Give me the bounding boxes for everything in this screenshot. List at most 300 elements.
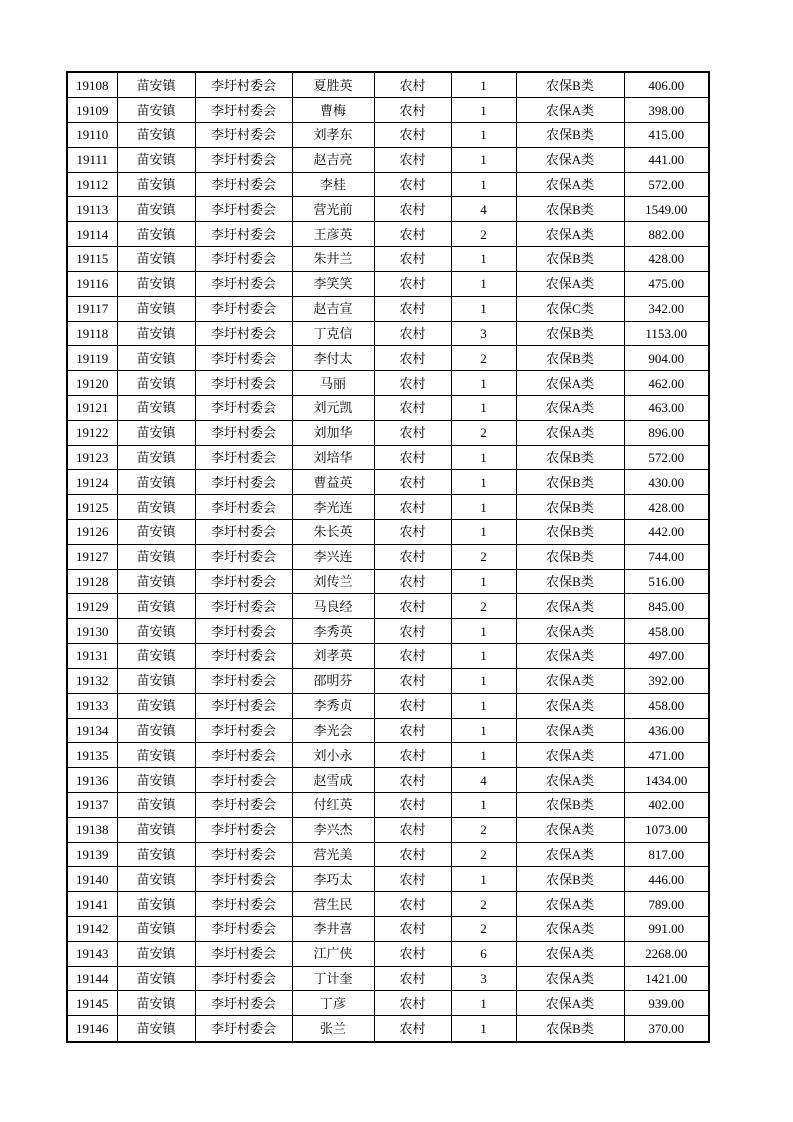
cell-amount: 463.00 bbox=[624, 395, 709, 420]
cell-town: 苗安镇 bbox=[117, 842, 195, 867]
cell-town: 苗安镇 bbox=[117, 966, 195, 991]
cell-person-count: 1 bbox=[451, 718, 516, 743]
cell-village-committee: 李圩村委会 bbox=[195, 247, 292, 272]
cell-residence-type: 农村 bbox=[374, 594, 451, 619]
cell-serial-number: 19117 bbox=[67, 296, 117, 321]
cell-residence-type: 农村 bbox=[374, 147, 451, 172]
cell-serial-number: 19122 bbox=[67, 420, 117, 445]
table-row bbox=[67, 197, 709, 222]
cell-residence-type: 农村 bbox=[374, 917, 451, 942]
cell-amount: 430.00 bbox=[624, 470, 709, 495]
cell-person-count: 4 bbox=[451, 197, 516, 222]
cell-insurance-category: 农保B类 bbox=[516, 445, 624, 470]
cell-person-count: 2 bbox=[451, 346, 516, 371]
cell-serial-number: 19128 bbox=[67, 569, 117, 594]
cell-residence-type: 农村 bbox=[374, 271, 451, 296]
cell-insurance-category: 农保B类 bbox=[516, 867, 624, 892]
cell-person-name: 马良经 bbox=[292, 594, 374, 619]
cell-person-name: 李秀英 bbox=[292, 619, 374, 644]
cell-insurance-category: 农保A类 bbox=[516, 222, 624, 247]
table-row bbox=[67, 172, 709, 197]
cell-residence-type: 农村 bbox=[374, 420, 451, 445]
table-row bbox=[67, 892, 709, 917]
cell-town: 苗安镇 bbox=[117, 222, 195, 247]
cell-serial-number: 19108 bbox=[67, 72, 117, 98]
cell-village-committee: 李圩村委会 bbox=[195, 668, 292, 693]
cell-serial-number: 19125 bbox=[67, 495, 117, 520]
cell-town: 苗安镇 bbox=[117, 296, 195, 321]
cell-village-committee: 李圩村委会 bbox=[195, 147, 292, 172]
cell-town: 苗安镇 bbox=[117, 247, 195, 272]
cell-village-committee: 李圩村委会 bbox=[195, 520, 292, 545]
cell-person-count: 1 bbox=[451, 470, 516, 495]
cell-person-count: 1 bbox=[451, 743, 516, 768]
cell-person-count: 2 bbox=[451, 892, 516, 917]
table-row bbox=[67, 520, 709, 545]
table-row bbox=[67, 222, 709, 247]
cell-person-count: 1 bbox=[451, 520, 516, 545]
cell-serial-number: 19126 bbox=[67, 520, 117, 545]
cell-village-committee: 李圩村委会 bbox=[195, 792, 292, 817]
cell-person-name: 张兰 bbox=[292, 1016, 374, 1042]
cell-person-name: 邵明芬 bbox=[292, 668, 374, 693]
cell-residence-type: 农村 bbox=[374, 346, 451, 371]
cell-insurance-category: 农保A类 bbox=[516, 917, 624, 942]
table-row bbox=[67, 569, 709, 594]
cell-town: 苗安镇 bbox=[117, 817, 195, 842]
cell-serial-number: 19115 bbox=[67, 247, 117, 272]
cell-person-count: 1 bbox=[451, 693, 516, 718]
cell-insurance-category: 农保A类 bbox=[516, 743, 624, 768]
cell-residence-type: 农村 bbox=[374, 495, 451, 520]
cell-town: 苗安镇 bbox=[117, 271, 195, 296]
cell-serial-number: 19143 bbox=[67, 941, 117, 966]
cell-residence-type: 农村 bbox=[374, 569, 451, 594]
cell-town: 苗安镇 bbox=[117, 867, 195, 892]
cell-insurance-category: 农保A类 bbox=[516, 966, 624, 991]
cell-town: 苗安镇 bbox=[117, 98, 195, 123]
cell-serial-number: 19118 bbox=[67, 321, 117, 346]
table-row bbox=[67, 619, 709, 644]
cell-insurance-category: 农保A类 bbox=[516, 668, 624, 693]
cell-residence-type: 农村 bbox=[374, 718, 451, 743]
cell-town: 苗安镇 bbox=[117, 321, 195, 346]
cell-serial-number: 19144 bbox=[67, 966, 117, 991]
cell-village-committee: 李圩村委会 bbox=[195, 321, 292, 346]
cell-village-committee: 李圩村委会 bbox=[195, 445, 292, 470]
cell-person-name: 马丽 bbox=[292, 371, 374, 396]
cell-town: 苗安镇 bbox=[117, 420, 195, 445]
table-row bbox=[67, 768, 709, 793]
cell-person-count: 1 bbox=[451, 98, 516, 123]
cell-person-count: 1 bbox=[451, 644, 516, 669]
cell-person-name: 曹梅 bbox=[292, 98, 374, 123]
table-row bbox=[67, 941, 709, 966]
cell-person-count: 3 bbox=[451, 321, 516, 346]
cell-insurance-category: 农保B类 bbox=[516, 72, 624, 98]
cell-serial-number: 19121 bbox=[67, 395, 117, 420]
cell-serial-number: 19127 bbox=[67, 544, 117, 569]
cell-person-count: 1 bbox=[451, 371, 516, 396]
cell-amount: 817.00 bbox=[624, 842, 709, 867]
cell-person-name: 李光连 bbox=[292, 495, 374, 520]
cell-amount: 392.00 bbox=[624, 668, 709, 693]
cell-amount: 441.00 bbox=[624, 147, 709, 172]
cell-residence-type: 农村 bbox=[374, 991, 451, 1016]
cell-village-committee: 李圩村委会 bbox=[195, 892, 292, 917]
table-row bbox=[67, 644, 709, 669]
cell-person-count: 2 bbox=[451, 917, 516, 942]
cell-person-name: 营生民 bbox=[292, 892, 374, 917]
cell-serial-number: 19135 bbox=[67, 743, 117, 768]
cell-person-name: 刘传兰 bbox=[292, 569, 374, 594]
table-row bbox=[67, 123, 709, 148]
table-row bbox=[67, 495, 709, 520]
cell-town: 苗安镇 bbox=[117, 792, 195, 817]
cell-town: 苗安镇 bbox=[117, 445, 195, 470]
table-row bbox=[67, 917, 709, 942]
cell-town: 苗安镇 bbox=[117, 619, 195, 644]
cell-amount: 446.00 bbox=[624, 867, 709, 892]
cell-person-name: 赵吉亮 bbox=[292, 147, 374, 172]
cell-amount: 370.00 bbox=[624, 1016, 709, 1042]
table-row bbox=[67, 371, 709, 396]
cell-town: 苗安镇 bbox=[117, 941, 195, 966]
cell-insurance-category: 农保C类 bbox=[516, 296, 624, 321]
cell-amount: 744.00 bbox=[624, 544, 709, 569]
cell-village-committee: 李圩村委会 bbox=[195, 768, 292, 793]
cell-amount: 882.00 bbox=[624, 222, 709, 247]
cell-residence-type: 农村 bbox=[374, 247, 451, 272]
table-row bbox=[67, 321, 709, 346]
cell-person-count: 1 bbox=[451, 495, 516, 520]
cell-person-name: 李井喜 bbox=[292, 917, 374, 942]
cell-residence-type: 农村 bbox=[374, 693, 451, 718]
cell-residence-type: 农村 bbox=[374, 544, 451, 569]
table-row bbox=[67, 296, 709, 321]
cell-village-committee: 李圩村委会 bbox=[195, 544, 292, 569]
table-row bbox=[67, 817, 709, 842]
cell-village-committee: 李圩村委会 bbox=[195, 966, 292, 991]
cell-insurance-category: 农保A类 bbox=[516, 98, 624, 123]
cell-person-count: 2 bbox=[451, 594, 516, 619]
cell-amount: 1421.00 bbox=[624, 966, 709, 991]
cell-amount: 896.00 bbox=[624, 420, 709, 445]
table-row bbox=[67, 991, 709, 1016]
cell-town: 苗安镇 bbox=[117, 644, 195, 669]
cell-person-name: 刘孝东 bbox=[292, 123, 374, 148]
cell-insurance-category: 农保A类 bbox=[516, 147, 624, 172]
cell-person-count: 6 bbox=[451, 941, 516, 966]
cell-town: 苗安镇 bbox=[117, 123, 195, 148]
cell-serial-number: 19109 bbox=[67, 98, 117, 123]
cell-insurance-category: 农保A类 bbox=[516, 172, 624, 197]
cell-residence-type: 农村 bbox=[374, 470, 451, 495]
cell-town: 苗安镇 bbox=[117, 147, 195, 172]
cell-village-committee: 李圩村委会 bbox=[195, 470, 292, 495]
cell-amount: 991.00 bbox=[624, 917, 709, 942]
cell-village-committee: 李圩村委会 bbox=[195, 817, 292, 842]
cell-residence-type: 农村 bbox=[374, 321, 451, 346]
cell-person-name: 李桂 bbox=[292, 172, 374, 197]
cell-amount: 458.00 bbox=[624, 619, 709, 644]
cell-insurance-category: 农保A类 bbox=[516, 941, 624, 966]
cell-town: 苗安镇 bbox=[117, 991, 195, 1016]
cell-serial-number: 19114 bbox=[67, 222, 117, 247]
cell-serial-number: 19134 bbox=[67, 718, 117, 743]
cell-village-committee: 李圩村委会 bbox=[195, 420, 292, 445]
cell-village-committee: 李圩村委会 bbox=[195, 594, 292, 619]
cell-village-committee: 李圩村委会 bbox=[195, 346, 292, 371]
cell-residence-type: 农村 bbox=[374, 371, 451, 396]
cell-residence-type: 农村 bbox=[374, 768, 451, 793]
cell-amount: 2268.00 bbox=[624, 941, 709, 966]
cell-insurance-category: 农保A类 bbox=[516, 420, 624, 445]
cell-serial-number: 19140 bbox=[67, 867, 117, 892]
cell-person-name: 李付太 bbox=[292, 346, 374, 371]
cell-village-committee: 李圩村委会 bbox=[195, 917, 292, 942]
cell-person-count: 1 bbox=[451, 296, 516, 321]
cell-residence-type: 农村 bbox=[374, 867, 451, 892]
cell-village-committee: 李圩村委会 bbox=[195, 371, 292, 396]
cell-residence-type: 农村 bbox=[374, 98, 451, 123]
cell-insurance-category: 农保A类 bbox=[516, 842, 624, 867]
cell-residence-type: 农村 bbox=[374, 222, 451, 247]
cell-town: 苗安镇 bbox=[117, 718, 195, 743]
cell-residence-type: 农村 bbox=[374, 445, 451, 470]
cell-amount: 497.00 bbox=[624, 644, 709, 669]
cell-insurance-category: 农保B类 bbox=[516, 247, 624, 272]
table-row bbox=[67, 395, 709, 420]
table-row bbox=[67, 693, 709, 718]
cell-person-count: 1 bbox=[451, 792, 516, 817]
table-row bbox=[67, 470, 709, 495]
cell-serial-number: 19141 bbox=[67, 892, 117, 917]
cell-amount: 471.00 bbox=[624, 743, 709, 768]
cell-village-committee: 李圩村委会 bbox=[195, 941, 292, 966]
cell-town: 苗安镇 bbox=[117, 371, 195, 396]
cell-person-count: 1 bbox=[451, 1016, 516, 1042]
cell-serial-number: 19123 bbox=[67, 445, 117, 470]
cell-person-name: 丁彦 bbox=[292, 991, 374, 1016]
cell-person-count: 1 bbox=[451, 147, 516, 172]
cell-insurance-category: 农保B类 bbox=[516, 569, 624, 594]
cell-insurance-category: 农保B类 bbox=[516, 495, 624, 520]
cell-person-name: 刘元凯 bbox=[292, 395, 374, 420]
cell-village-committee: 李圩村委会 bbox=[195, 222, 292, 247]
cell-village-committee: 李圩村委会 bbox=[195, 296, 292, 321]
table-row bbox=[67, 72, 709, 98]
cell-insurance-category: 农保A类 bbox=[516, 693, 624, 718]
cell-town: 苗安镇 bbox=[117, 495, 195, 520]
cell-person-name: 刘培华 bbox=[292, 445, 374, 470]
cell-serial-number: 19138 bbox=[67, 817, 117, 842]
cell-insurance-category: 农保B类 bbox=[516, 197, 624, 222]
cell-serial-number: 19146 bbox=[67, 1016, 117, 1042]
cell-insurance-category: 农保B类 bbox=[516, 123, 624, 148]
cell-insurance-category: 农保A类 bbox=[516, 768, 624, 793]
cell-amount: 428.00 bbox=[624, 247, 709, 272]
cell-person-name: 夏胜英 bbox=[292, 72, 374, 98]
cell-residence-type: 农村 bbox=[374, 817, 451, 842]
cell-person-name: 江广侠 bbox=[292, 941, 374, 966]
cell-person-count: 2 bbox=[451, 817, 516, 842]
table-row bbox=[67, 271, 709, 296]
cell-village-committee: 李圩村委会 bbox=[195, 1016, 292, 1042]
cell-serial-number: 19111 bbox=[67, 147, 117, 172]
cell-serial-number: 19132 bbox=[67, 668, 117, 693]
cell-person-name: 李光会 bbox=[292, 718, 374, 743]
cell-person-count: 1 bbox=[451, 172, 516, 197]
cell-amount: 406.00 bbox=[624, 72, 709, 98]
cell-residence-type: 农村 bbox=[374, 892, 451, 917]
cell-insurance-category: 农保B类 bbox=[516, 520, 624, 545]
cell-residence-type: 农村 bbox=[374, 1016, 451, 1042]
cell-residence-type: 农村 bbox=[374, 966, 451, 991]
cell-insurance-category: 农保A类 bbox=[516, 271, 624, 296]
cell-village-committee: 李圩村委会 bbox=[195, 197, 292, 222]
cell-town: 苗安镇 bbox=[117, 520, 195, 545]
cell-amount: 1434.00 bbox=[624, 768, 709, 793]
cell-serial-number: 19119 bbox=[67, 346, 117, 371]
cell-person-name: 李巧太 bbox=[292, 867, 374, 892]
cell-insurance-category: 农保A类 bbox=[516, 644, 624, 669]
table-row bbox=[67, 445, 709, 470]
cell-residence-type: 农村 bbox=[374, 123, 451, 148]
cell-amount: 789.00 bbox=[624, 892, 709, 917]
cell-serial-number: 19139 bbox=[67, 842, 117, 867]
cell-village-committee: 李圩村委会 bbox=[195, 644, 292, 669]
cell-serial-number: 19145 bbox=[67, 991, 117, 1016]
cell-insurance-category: 农保A类 bbox=[516, 594, 624, 619]
cell-person-name: 李兴连 bbox=[292, 544, 374, 569]
cell-person-count: 2 bbox=[451, 222, 516, 247]
table-row bbox=[67, 98, 709, 123]
cell-serial-number: 19136 bbox=[67, 768, 117, 793]
cell-town: 苗安镇 bbox=[117, 594, 195, 619]
cell-residence-type: 农村 bbox=[374, 520, 451, 545]
cell-serial-number: 19131 bbox=[67, 644, 117, 669]
cell-person-count: 1 bbox=[451, 668, 516, 693]
cell-person-count: 1 bbox=[451, 569, 516, 594]
cell-amount: 436.00 bbox=[624, 718, 709, 743]
cell-person-count: 2 bbox=[451, 544, 516, 569]
table-row bbox=[67, 867, 709, 892]
cell-insurance-category: 农保A类 bbox=[516, 395, 624, 420]
cell-residence-type: 农村 bbox=[374, 842, 451, 867]
cell-amount: 475.00 bbox=[624, 271, 709, 296]
cell-amount: 845.00 bbox=[624, 594, 709, 619]
cell-person-name: 丁克信 bbox=[292, 321, 374, 346]
cell-amount: 1073.00 bbox=[624, 817, 709, 842]
cell-town: 苗安镇 bbox=[117, 395, 195, 420]
cell-town: 苗安镇 bbox=[117, 917, 195, 942]
cell-residence-type: 农村 bbox=[374, 743, 451, 768]
payment-table-body bbox=[67, 72, 709, 1042]
payment-table bbox=[66, 71, 710, 1043]
cell-person-count: 1 bbox=[451, 72, 516, 98]
cell-village-committee: 李圩村委会 bbox=[195, 172, 292, 197]
cell-village-committee: 李圩村委会 bbox=[195, 72, 292, 98]
cell-insurance-category: 农保A类 bbox=[516, 718, 624, 743]
cell-serial-number: 19112 bbox=[67, 172, 117, 197]
cell-town: 苗安镇 bbox=[117, 892, 195, 917]
cell-amount: 1549.00 bbox=[624, 197, 709, 222]
table-row bbox=[67, 594, 709, 619]
table-row bbox=[67, 346, 709, 371]
cell-person-count: 4 bbox=[451, 768, 516, 793]
cell-town: 苗安镇 bbox=[117, 470, 195, 495]
cell-person-count: 1 bbox=[451, 991, 516, 1016]
cell-amount: 402.00 bbox=[624, 792, 709, 817]
cell-amount: 428.00 bbox=[624, 495, 709, 520]
cell-insurance-category: 农保A类 bbox=[516, 619, 624, 644]
cell-amount: 442.00 bbox=[624, 520, 709, 545]
table-row bbox=[67, 743, 709, 768]
cell-town: 苗安镇 bbox=[117, 72, 195, 98]
cell-serial-number: 19124 bbox=[67, 470, 117, 495]
cell-village-committee: 李圩村委会 bbox=[195, 123, 292, 148]
cell-serial-number: 19113 bbox=[67, 197, 117, 222]
cell-amount: 415.00 bbox=[624, 123, 709, 148]
cell-person-count: 2 bbox=[451, 842, 516, 867]
cell-insurance-category: 农保A类 bbox=[516, 892, 624, 917]
table-row bbox=[67, 966, 709, 991]
cell-residence-type: 农村 bbox=[374, 792, 451, 817]
cell-village-committee: 李圩村委会 bbox=[195, 569, 292, 594]
cell-village-committee: 李圩村委会 bbox=[195, 867, 292, 892]
table-row bbox=[67, 1016, 709, 1042]
cell-residence-type: 农村 bbox=[374, 197, 451, 222]
cell-village-committee: 李圩村委会 bbox=[195, 271, 292, 296]
cell-amount: 939.00 bbox=[624, 991, 709, 1016]
cell-village-committee: 李圩村委会 bbox=[195, 842, 292, 867]
cell-serial-number: 19133 bbox=[67, 693, 117, 718]
cell-serial-number: 19116 bbox=[67, 271, 117, 296]
cell-village-committee: 李圩村委会 bbox=[195, 619, 292, 644]
cell-insurance-category: 农保A类 bbox=[516, 817, 624, 842]
cell-residence-type: 农村 bbox=[374, 296, 451, 321]
cell-person-name: 付红英 bbox=[292, 792, 374, 817]
cell-insurance-category: 农保B类 bbox=[516, 1016, 624, 1042]
cell-person-count: 3 bbox=[451, 966, 516, 991]
cell-person-count: 1 bbox=[451, 445, 516, 470]
cell-insurance-category: 农保B类 bbox=[516, 470, 624, 495]
table-row bbox=[67, 668, 709, 693]
cell-person-name: 刘孝英 bbox=[292, 644, 374, 669]
cell-town: 苗安镇 bbox=[117, 693, 195, 718]
cell-amount: 516.00 bbox=[624, 569, 709, 594]
cell-residence-type: 农村 bbox=[374, 619, 451, 644]
cell-village-committee: 李圩村委会 bbox=[195, 743, 292, 768]
cell-town: 苗安镇 bbox=[117, 346, 195, 371]
cell-serial-number: 19120 bbox=[67, 371, 117, 396]
cell-village-committee: 李圩村委会 bbox=[195, 395, 292, 420]
cell-town: 苗安镇 bbox=[117, 668, 195, 693]
cell-amount: 904.00 bbox=[624, 346, 709, 371]
cell-serial-number: 19110 bbox=[67, 123, 117, 148]
table-row bbox=[67, 792, 709, 817]
cell-amount: 1153.00 bbox=[624, 321, 709, 346]
cell-person-name: 丁计奎 bbox=[292, 966, 374, 991]
cell-residence-type: 农村 bbox=[374, 644, 451, 669]
cell-person-name: 李笑笑 bbox=[292, 271, 374, 296]
cell-town: 苗安镇 bbox=[117, 544, 195, 569]
cell-residence-type: 农村 bbox=[374, 395, 451, 420]
table-row bbox=[67, 842, 709, 867]
cell-person-name: 刘加华 bbox=[292, 420, 374, 445]
cell-residence-type: 农村 bbox=[374, 941, 451, 966]
